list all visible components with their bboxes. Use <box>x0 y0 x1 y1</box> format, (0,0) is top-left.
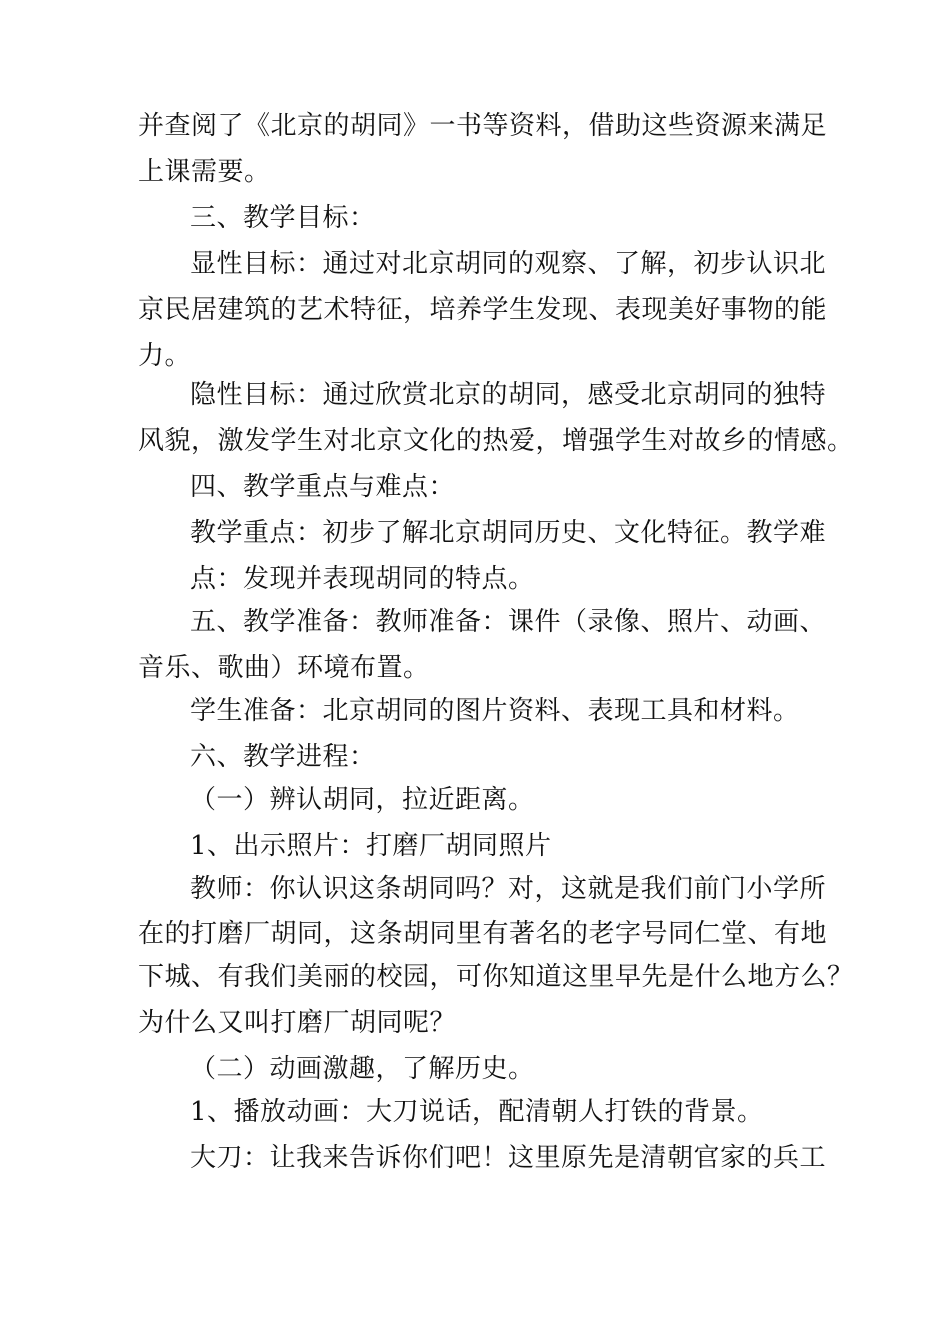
text-line: 上课需要。 <box>138 157 271 187</box>
subsection-heading: （一）辨认胡同，拉近距离。 <box>190 785 535 815</box>
text-line: 大刀：让我来告诉你们吧！这里原先是清朝官家的兵工 <box>190 1143 827 1173</box>
section-heading: 四、教学重点与难点： <box>190 472 456 502</box>
text-line: 1、出示照片：打磨厂胡同照片 <box>190 831 552 861</box>
text-line: 音乐、歌曲）环境布置。 <box>138 653 430 683</box>
text-line: 教师：你认识这条胡同吗？对，这就是我们前门小学所 <box>190 874 827 904</box>
subsection-heading: （二）动画激趣，了解历史。 <box>190 1054 535 1084</box>
text-line: 点：发现并表现胡同的特点。 <box>190 564 535 594</box>
text-line: 显性目标：通过对北京胡同的观察、了解，初步认识北 <box>190 249 827 279</box>
text-line: 1、播放动画：大刀说话，配清朝人打铁的背景。 <box>190 1097 764 1127</box>
section-heading: 五、教学准备：教师准备：课件（录像、照片、动画、 <box>190 607 827 637</box>
text-line: 为什么又叫打磨厂胡同呢？ <box>138 1008 457 1038</box>
section-heading: 六、教学进程： <box>190 742 376 772</box>
text-line: 隐性目标：通过欣赏北京的胡同，感受北京胡同的独特 <box>190 380 827 410</box>
text-line: 力。 <box>138 341 192 371</box>
text-line: 学生准备：北京胡同的图片资料、表现工具和材料。 <box>190 696 800 726</box>
text-line: 京民居建筑的艺术特征，培养学生发现、表现美好事物的能 <box>138 295 828 325</box>
text-line: 在的打磨厂胡同，这条胡同里有著名的老字号同仁堂、有地 <box>138 919 828 949</box>
section-heading: 三、教学目标： <box>190 203 376 233</box>
text-line: 风貌，激发学生对北京文化的热爱，增强学生对故乡的情感。 <box>138 426 854 456</box>
text-line: 教学重点：初步了解北京胡同历史、文化特征。教学难 <box>190 518 827 548</box>
text-line: 并查阅了《北京的胡同》一书等资料，借助这些资源来满足 <box>138 111 828 141</box>
text-line: 下城、有我们美丽的校园，可你知道这里早先是什么地方么？ <box>138 962 854 992</box>
